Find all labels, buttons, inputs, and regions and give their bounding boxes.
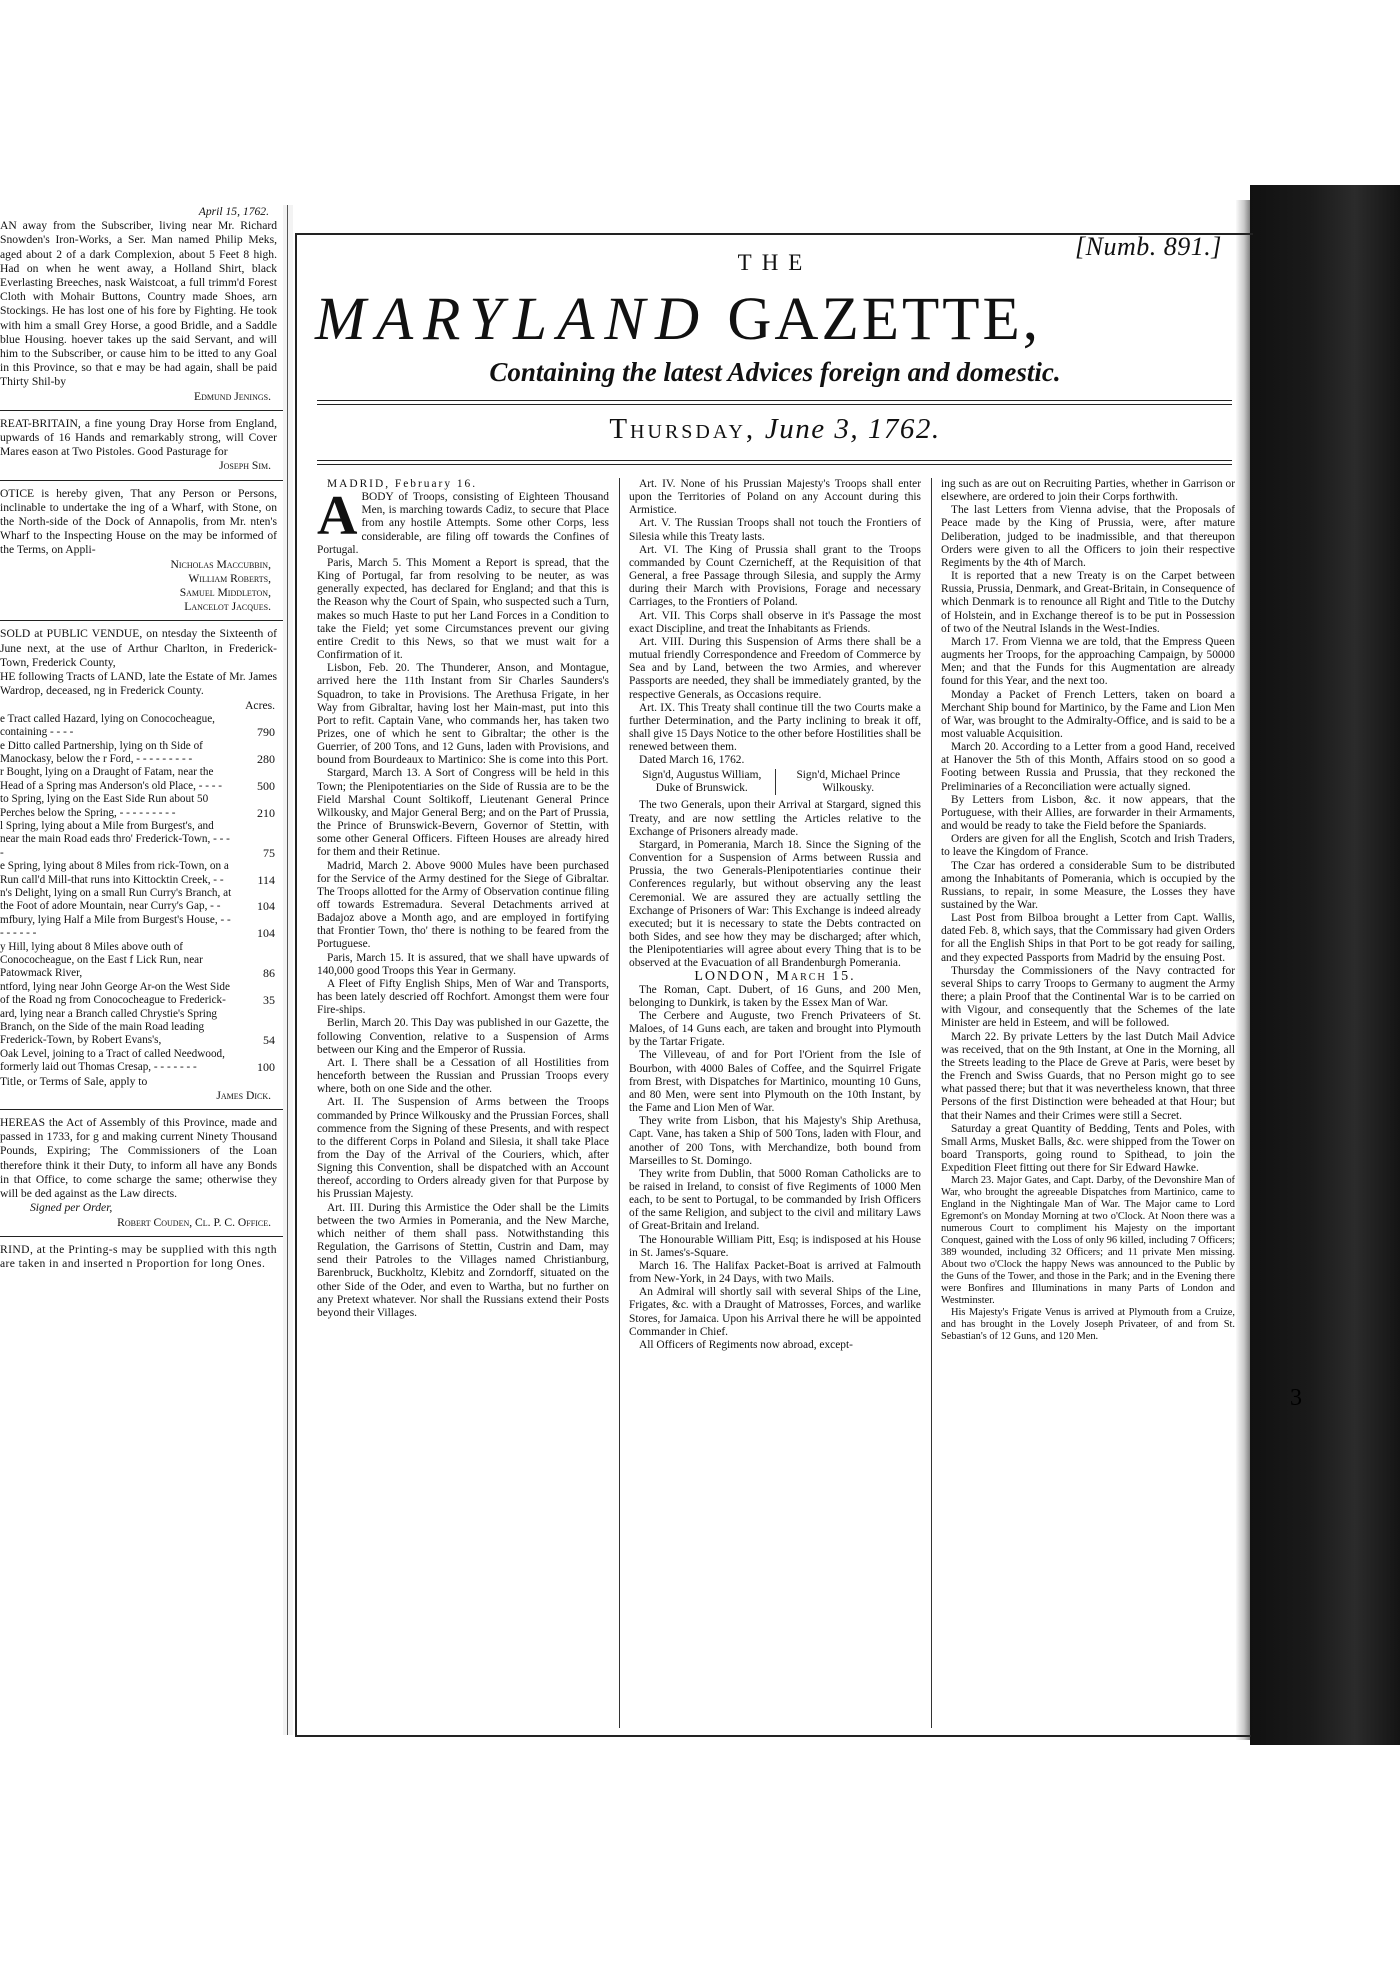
news-paragraph: It is reported that a new Treaty is on the Carpet between Russia, Prussia, Denmark, and Great-Britain, in Consequence of which Denmark is to renounce all Right and Title to the Dutchy of Holstein, and in Exchange thereof is to be put in Possession of two of the Neutral Islands in the West-Indies. [941,570,1235,635]
news-paragraph: March 22. By private Letters by the last Dutch Mail Advice was received, that on the 9th Instant, at One in the Morning, all the Streets leading to the Place de Greve at Paris, were beset by the French and Swiss Guards, that no Person might go to see what passed there; but that it was nevertheless known, that three Persons of the first Distinction were beheaded at that Hour; but that their Names and their Crimes were still a Secret. [941,1030,1235,1122]
news-paragraph: Art. II. The Suspension of Arms between the Troops commanded by Prince Wilkousky and the Prussian Forces, shall commence from the Signing of these Presents, and with respect to the different Corps in Poland and Silesia, it shall take Place from the Day of the Arrival of the Couriers, which, after Signing this Convention, shall be dispatched with an Account thereof, according to Orders already given for that Purpose by his Prussian Majesty. [317,1096,609,1201]
news-paragraph: Art. VIII. During this Suspension of Arms there shall be a mutual friendly Correspondence and Freedom of Commerce by Sea and by Land, between the two Armies, and wherever Passports are needed, they shall be immediately granted, by the respective Generals, as Occasions require. [629,635,921,701]
issue-date: June 3, 1762. [764,413,941,445]
land-tract-description: r Bought, lying on a Draught of Fatam, near the Head of a Spring mas Anderson's old Place, - - - - [0,766,222,792]
divider [0,1236,283,1237]
land-tract-row [0,713,283,740]
news-paragraph: March 17. From Vienna we are told, that the Empress Queen augments her Troops, for the approaching Campaign, by 50000 Men; and that the Funds for this Augmentation are already found for this Year, and the next too. [941,635,1235,688]
news-paragraph: A Fleet of Fifty English Ships, Men of War and Transports, has been lately descried off Rochfort. Amongst them were four Fire-ships. [317,977,609,1017]
divider [0,410,283,411]
runaway-signature: Edmund Jenings. [194,389,271,403]
news-paragraph: Art. IX. This Treaty shall continue till the two Courts make a further Determination, and the Party inclining to break it off, shall give 15 Days Notice to the other before Hostilities shall be renewed between them. [629,701,921,754]
divider [0,620,283,621]
land-tract-description: ard, lying near a Branch called Chrystie's Spring Branch, on the Side of the main Road leading Frederick-Town, by Robert Evans's, [0,1007,218,1047]
page-gutter [283,205,293,1735]
news-paragraph: Saturday a great Quantity of Bedding, Tents and Poles, with Small Arms, Musket Balls, &c. were shipped from the Tower on board Transports, going round to Spithead, to join the Expedition Fleet fitting out there for Sir Edward Hawke. [941,1122,1235,1175]
land-tract-acres: 280 [257,751,275,766]
land-tract-row [0,941,283,981]
wharf-notice: OTICE is hereby given, That any Person or Persons, inclinable to undertake the ing of a Wharf, with Stone, on the North-side of the Dock of Annapolis, from Mr. nten's Wharf to the Inspecting House on the may be informed of the Terms, on Appli- [0,486,277,557]
acres-label: Acres. [245,698,275,712]
land-tract-acres: 104 [257,899,275,914]
news-paragraph: Art. I. There shall be a Cessation of all Hostilities from henceforth between the Russian and Prussian Troops every where, both on one Side and the other. [317,1056,609,1096]
land-tract-row [0,740,283,767]
land-tract-row [0,1008,283,1048]
drop-cap: A [317,485,358,548]
page-mark: 3 [1290,1385,1302,1411]
land-tract-row [0,860,283,887]
news-paragraph: Monday a Packet of French Letters, taken on board a Merchant Ship bound for Martinico, by the Fame and Lion Men of War, was brought to the Admiralty-Office, and is said to be a most valuable Acquisition. [941,688,1235,740]
news-paragraph: They write from Lisbon, that his Majesty's Ship Arethusa, Capt. Vane, has taken a Ship of 500 Tons, laden with Flour, and another of 200 Tons, with Merchandize, both bound from Marseilles to St. Domingo. [629,1115,921,1167]
lands-footer: Title, or Terms of Sale, apply to [0,1074,148,1088]
masthead-title-italic: MARYLAND [315,286,710,353]
masthead-rule [317,404,1232,405]
column-1 [317,478,609,1728]
land-tract-row [0,793,283,820]
masthead-subtitle: Containing the latest Advices foreign and domestic. [489,357,1061,387]
page-bottom-rule [295,1735,1251,1743]
land-tract-description: y Hill, lying about 8 Miles above outh of Conococheague, on the East f Lick Run, near Patowmack River, [0,940,203,980]
land-tract-description: to Spring, lying on the East Side Run about 50 Perches below the Spring, - - - - - - - - - [0,793,209,819]
column-rule [931,478,932,1728]
treaty-signatures [629,769,921,795]
news-paragraph: Paris, March 15. It is assured, that we shall have upwards of 140,000 good Troops this Year in Germany. [317,951,609,977]
lands-signature: James Dick. [216,1088,271,1102]
land-tract-acres: 104 [257,926,275,941]
news-paragraph: Art. VI. The King of Prussia shall grant to the Troops commanded by Count Czernicheff, at the Requisition of that General, a free Passage through Silesia, and supply the Army during their March with Provisions, Forage and necessary Carriages, to the Frontiers of Poland. [629,543,921,609]
news-paragraph: March 20. According to a Letter from a good Hand, received at Hanover the 5th of this Month, Affairs stood on so good a Footing between Russia and Prussia, that they reckoned the Preliminaries of a Reconciliation were actually signed. [941,741,1235,793]
horse-advert: REAT-BRITAIN, a fine young Dray Horse from England, upwards of 16 Hands and remarkably strong, will Cover Mares eason at Two Pistoles. Good Pasturage for [0,416,277,459]
news-paragraph: Madrid, March 2. Above 9000 Mules have been purchased for the Service of the Army destined for the Siege of Gibraltar. The Troops allotted for the Army of Observation continue filing off towards Estremadura. Several Detachments arrived at Badajoz above a Month ago, and are employed in fortifying that Frontier Town, tho' there is nothing to be feared from the Portuguese. [317,859,609,951]
land-tract-acres: 790 [257,725,275,740]
news-paragraph: All Officers of Regiments now abroad, except- [639,1338,853,1351]
dateline-rule [317,464,1232,465]
news-paragraph: Paris, March 5. This Moment a Report is spread, that the King of Portugal, far from resolving to be neuter, as was generally expected, has declared for England; and that this is the Reason why the Court of Spain, who suspected such a Turn, makes so much Haste to put her Land Forces in a Condition to take the Field; yet some Circumstances prevent our giving entire Credit to this News, so that we must wait for a Confirmation of it. [317,556,609,662]
land-tract-acres: 86 [263,966,275,981]
lead-text: BODY of Troops, consisting of Eighteen Thousand Men, is marching towards Cadiz, to secure that Place from any hostile Attempts. Some other Corps, less considerable, are filing off towards the Confines of Portugal. [317,491,609,556]
news-paragraph: March 16. The Halifax Packet-Boat is arrived at Falmouth from New-York, in 24 Days, with two Mails. [629,1259,921,1286]
news-paragraph: Thursday the Commissioners of the Navy contracted for several Ships to carry Troops to Germany to augment the Army there; a plain Proof that the Continental War is to be carried on with Vigour, and consequently that the Schemes of the late Minister are held in Esteem, and will be followed. [941,964,1235,1030]
news-columns [317,478,1237,1728]
masthead-the: THE [737,250,813,275]
land-tract-acres: 54 [263,1033,275,1048]
land-tract-description: mfbury, lying Half a Mile from Burgest's House, - - - - - - - - [0,913,231,940]
news-paragraph: An Admiral will shortly sail with several Ships of the Line, Frigates, &c. with a Draught of Matrosses, Forces, and warlike Stores, for Jamaica. Upon his Arrival there he will be appointed Commander in Chief. [629,1286,921,1338]
land-tract-description: ntford, lying near John George Ar-on the West Side of the Road ng from Conococheague to Frederick- [0,980,230,1007]
news-paragraph: Stargard, in Pomerania, March 18. Since the Signing of the Convention for a Suspension of Arms between Russia and Prussia, the two Generals-Plenipotentiaries continue their Conferences regularly, but without observing any the least Ceremonial. We are assured they are actually settling the Exchange of Prisoners of War: This Exchange is indeed already executed; but it is necessary to state the Debts contracted on both Sides, and see how they may be discharged; after which, the Plenipotentiaries will agree about every Thing that is to be observed at the Evacuation of all Brandenburgh Pomerania. [629,838,921,970]
news-paragraph: The Honourable William Pitt, Esq; is indisposed at his House in St. James's-Square. [629,1233,921,1259]
news-paragraph: The Czar has ordered a considerable Sum to be distributed among the Inhabitants of Pomerania, which is occupied by the Russians, to repair, in some Measure, the Losses they have sustained by the War. [941,859,1235,911]
land-tract-acres: 100 [257,1060,275,1075]
news-paragraph: ing such as are out on Recruiting Parties, whether in Garrison or elsewhere, are ordered to join their Corps forthwith. [941,478,1235,504]
land-tract-acres: 500 [257,778,275,793]
dateline-rule [317,460,1232,461]
vendue-heading: SOLD at PUBLIC VENDUE, on ntesday the Sixteenth of June next, at the use of Arthur Charlton, in Frederick-Town, Frederick County, [0,627,277,669]
signature-right: Sign'd, Michael Prince Wilkousky. [796,769,901,795]
dateline-heading: LONDON, March 15. [694,969,856,985]
land-tract-acres: 75 [263,845,275,860]
lead-paragraph [317,485,609,557]
issue-day: Thursday, [609,413,757,445]
horse-signature: Joseph Sim. [219,459,271,473]
land-tract-row [0,766,283,793]
land-tracts-table [0,713,283,1075]
news-paragraph: Art. III. During this Armistice the Oder shall be the Limits between the two Armies in Pomerania, and the New Marche, which neither of them shall pass. Notwithstanding this Regulation, the Garrisons of Stettin, Custrin and Dam, may send their Patroles to the Villages named Christianburg, Barenbruck, Buckholtz, Klebitz and Zorndorff, situated on the other Side of the Oder, and even to Wartha, but no further on any Pretext whatever. Nor shall the Russians extend their Posts beyond their Villages. [317,1201,609,1319]
land-tract-description: n's Delight, lying on a small Run Curry's Branch, at the Foot of adore Mountain, near Curry's Gap, - - [0,886,232,913]
vendue-intro: HE following Tracts of LAND, late the Estate of Mr. James Wardrop, deceased, ng in Frederick County. [0,670,277,698]
news-paragraph: Lisbon, Feb. 20. The Thunderer, Anson, and Montague, arrived here the 11th Instant from Sir Charles Saunders's Squadron, to take in Provisions. The Arethusa Frigate, in her Way from Gibraltar, having lost her Main-mast, put into this Port to refit. Captain Vane, who commands her, has taken two Prizes, one of which he sent to Gibraltar; the other is the Guerrier, of 200 Tons, and 12 Guns, laden with Provisions, and bound from Bourdeaux to Martinico: She is come into this Port. [317,662,609,767]
news-paragraph: His Majesty's Frigate Venus is arrived at Plymouth from a Cruize, and has brought in the Lovely Joseph Privateer, of and from St. Sebastian's of 12 Guns, and 120 Men. [941,1307,1235,1343]
land-tract-description: e Ditto called Partnership, lying on th Side of Manockasy, below the r Ford, - - - - - - - - - [0,739,203,765]
news-paragraph: By Letters from Lisbon, &c. it now appears, that the Portuguese, with their Allies, are forwarder in their Armaments, and would be ready to take the Field before the Spaniards. [941,793,1235,833]
issue-dateline [297,413,1253,446]
notice-signature: Nicholas Maccubbin, [170,557,271,571]
land-tract-row [0,887,283,914]
news-paragraph: Art. IV. None of his Prussian Majesty's Troops shall enter upon the Territories of Poland on any Account during this Armistice. [629,478,921,517]
runaway-date: April 15, 1762. [198,205,269,218]
news-paragraph: Art. V. The Russian Troops shall not touch the Frontiers of Silesia while this Treaty lasts. [629,517,921,543]
land-tract-description: e Spring, lying about 8 Miles from rick-Town, on a Run call'd Mill-that runs into Kittocktin Creek, - - [0,860,229,886]
column-2 [629,478,921,1728]
divider [0,1109,283,1110]
land-tract-row [0,1048,283,1075]
main-page [295,233,1253,1737]
loan-signature: Robert Couden, Cl. P. C. Office. [117,1215,271,1229]
divider [0,480,283,481]
land-tract-acres: 210 [257,805,275,820]
news-paragraph: They write from Dublin, that 5000 Roman Catholicks are to be raised in Ireland, to consist of five Regiments of 1000 Men each, to be sent to Portugal, to be commanded by Irish Officers of the same Religion, and subject to the civil and military Laws of Great-Britain and Ireland. [629,1167,921,1233]
loan-signed: Signed per Order, [30,1201,113,1215]
land-tract-row [0,914,283,941]
signature-left: Sign'd, Augustus William, Duke of Brunswick. [642,769,762,795]
printing-office-notice: RIND, at the Printing-s may be supplied with this ngth are taken in and inserted n Proportion for long Ones. [0,1242,277,1270]
issue-number: [Numb. 891.] [1075,232,1222,261]
masthead-title [315,285,1255,355]
news-paragraph: Art. VII. This Corps shall observe in it's Passage the most exact Discipline, and treat the Inhabitants as Friends. [629,609,921,635]
notice-signature: Lancelot Jacques. [184,600,271,614]
land-tract-description: Oak Level, joining to a Tract of called Needwood, formerly laid out Thomas Cresap, - - - - - - - [0,1047,225,1074]
land-tract-description: e Tract called Hazard, lying on Conococheague, containing - - - - [0,712,215,739]
news-paragraph: The Villeveau, of and for Port l'Orient from the Isle of Bourbon, with 4000 Bales of Coffee, and the Squirrel Frigate from Brest, with Dispatches for Martinico, mounting 10 Guns, and 80 Men, were sent into Plymouth on the 10th Instant, by the Fame and Lion Men of War. [629,1049,921,1115]
news-paragraph: The Roman, Capt. Dubert, of 16 Guns, and 200 Men, belonging to Dunkirk, is taken by the Essex Man of War. [629,983,921,1009]
land-tract-row [0,981,283,1008]
news-paragraph: The last Letters from Vienna advise, that the Proposals of Peace made by the King of Prussia, were, after mature Deliberation, judged to be inadmissible, and that thereupon Orders were given to all the Officers to join their respective Regiments by the 4th of March. [941,504,1235,569]
dateline-heading: MADRID, February 16. [327,478,478,490]
news-paragraph: March 23. Major Gates, and Capt. Darby, of the Devonshire Man of War, who brought the agreeable Dispatches from Martinico, came to England in the Nightingale Man of War. The Major came to Lord Egremont's on Monday Morning at two o'Clock. At Noon there was a numerous Court to compliment his Majesty on the important Conquest, gained with the Loss of only 96 killed, including 7 Officers; 389 wounded, including 32 Officers; and 11 private Men missing. About two o'Clock the happy News was announced to the Public by the Guns of the Tower, and those in the Park; and in the Evening there were Bonfires and Illuminations in many Parts of London and Westminster. [941,1175,1235,1307]
news-paragraph: The two Generals, upon their Arrival at Stargard, signed this Treaty, and are now settling the Articles relative to the Exchange of Prisoners already made. [629,799,921,838]
news-paragraph: Dated March 16, 1762. [639,754,745,767]
notice-signature: William Roberts, [188,571,271,585]
news-paragraph: The Cerbere and Auguste, two French Privateers of St. Maloes, of 14 Guns each, are taken and brought into Plymouth by the Tartar Frigate. [629,1009,921,1049]
land-tract-row [0,820,283,860]
column-3 [941,478,1235,1728]
loan-office-notice: HEREAS the Act of Assembly of this Province, made and passed in 1733, for g and making current Ninety Thousand Pounds, Expiring; The Commissioners of the Loan therefore think it their Duty, to inform all have any Bonds in that Office, to come scharge the same; otherwise they will be ded against as the Law directs. [0,1116,277,1201]
left-page-fragment [0,205,285,1735]
runaway-advert: AN away from the Subscriber, living near Mr. Richard Snowden's Iron-Works, a Ser. Man named Philip Meks, aged about 2 of a dark Complexion, about 5 Feet 8 high. Had on when he went away, a Holland Shirt, black Everlasting Breeches, nask Waistcoat, a full trimm'd Forest Cloth with Mohair Buttons, Country made Shoes, arn Stockings. He has lost one of his fore by Fighting. He took with him a small Grey Horse, a good Bridle, and a Saddle blue Housing. hoever takes up the said Servant, and will him to the Subscriber, or cause him to be itted to any Goal in this Province, so that e may be had again, shall be paid Thirty Shil-by [0,219,277,389]
news-paragraph: Stargard, March 13. A Sort of Congress will be held in this Town; the Plenipotentiaries on the Side of Russia are to be the Field Marshal Count Soltikoff, Lieutenant General Prince Wilkousky, and Major General Berg; and on the Part of Prussia, the Prince of Brunswick-Bevern, Governor of Stettin, with some other General Officers. Fifteen Houses are already hired for them and their Retinue. [317,767,609,859]
land-tract-acres: 35 [263,993,275,1008]
masthead-rule [317,400,1232,401]
news-paragraph: Orders are given for all the English, Scotch and Irish Traders, to leave the Kingdom of France. [941,833,1235,859]
masthead-title-roman: GAZETTE, [727,286,1042,353]
land-tract-description: l Spring, lying about a Mile from Burgest's, and near the main Road eads thro' Frederick-Town, - - - - [0,819,230,859]
column-rule [619,478,620,1728]
land-tract-acres: 114 [257,872,275,887]
notice-signature: Samuel Middleton, [179,586,271,600]
news-paragraph: Berlin, March 20. This Day was published in our Gazette, the following Convention, relative to a Suspension of Arms between our King and the Emperor of Russia. [317,1017,609,1056]
book-binding [1250,185,1400,1745]
news-paragraph: Last Post from Bilboa brought a Letter from Capt. Wallis, dated Feb. 8, which says, that the Commissary had given Orders for all the English Ships in that Port to be got ready for sailing, and they expected Passports from Madrid by the ensuing Post. [941,912,1235,964]
